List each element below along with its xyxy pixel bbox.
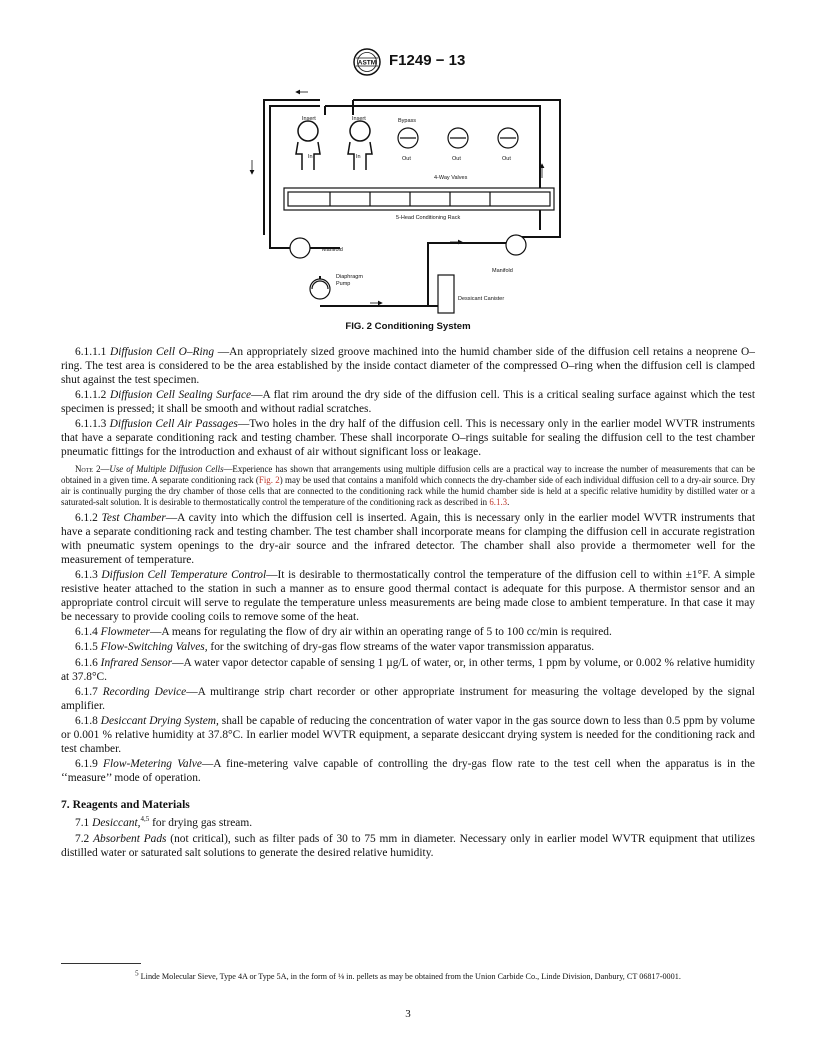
label-bypass: Bypass [398, 118, 417, 124]
paragraph-6-1-8: 6.1.8 Desiccant Drying System, shall be capable of reducing the concentration of water vapor in the gas source down to less than 0.5 ppm by volume or 0.001 % relative humidity at 37.8°C. In earlier model WVTR equipment, a separate desiccant drying system is needed for the conditioning rack and test chamber. [61, 715, 755, 755]
astm-logo-icon [352, 47, 382, 77]
label-in-2: In [356, 154, 361, 160]
paragraph-6-1-3: 6.1.3 Diffusion Cell Temperature Control—It is desirable to thermostatically control the temperature of the diffusion cell to within ±1°F. A simple resistive heater attached to the station in such a manner as to ensure good thermal contact is adequate for this purpose. A thermistor sensor and an appropriate control circuit will serve to regulate the temperature unless measurements are being made close to ambient temperature. In that case it may be necessary to provide cooling coils to remove some of the heat. [61, 569, 755, 623]
label-pump: Pump [336, 281, 351, 287]
paragraph-6-1-5: 6.1.5 Flow-Switching Valves, for the switching of dry-gas flow streams of the water vapor transmission apparatus. [75, 641, 595, 654]
paragraph-7-2: 7.2 Absorbent Pads (not critical), such as filter pads of 30 to 75 mm in diameter. Necessary only in earlier model WVTR equipment that utilizes distilled water or saturated salt solutions to generate the desired relative humidity. [61, 832, 755, 859]
figure-2-link[interactable]: Fig. 2 [258, 474, 280, 485]
note-2: Note 2—Use of Multiple Diffusion Cells—Experience has shown that arrangements using multiple diffusion cells are a practical way to increase the number of measurements that can be obtained in a given time. A separate conditioning rack (Fig. 2) may be used that contains a manifold which connects the dry-chamber side of each individual diffusion cell to a dry-air source. Dry air is continually purging the dry chamber of those cells that are connected to the conditioning rack while the humid chamber side is held at a specific relative humidity by distilled water or a saturated-salt solution. It is desirable to thermostatically control the temperature of the conditioning rack as described in 6.1.3. [61, 463, 756, 508]
label-out-2: Out [452, 156, 461, 162]
label-conditioning-rack: 5-Head Conditioning Rack [396, 215, 461, 221]
label-diaphragm: Diaphragm [336, 274, 363, 280]
paragraph-6-1-7: 6.1.7 Recording Device—A multirange strip chart recorder or other appropriate instrument for measuring the voltage developed by the signal amplifier. [61, 685, 755, 712]
paragraph-6-1-9: 6.1.9 Flow-Metering Valve—A fine-metering valve capable of controlling the dry-gas flow rate to the test cell when the apparatus is in the ‘‘measure’’ mode of operation. [61, 758, 755, 784]
footnote-5: $^5$ Linde Molecular Sieve, Type 4A or Type 5A, in the form of ⅛ in. pellets as may be obtained from the Union Carbide Co., Linde Division, Danbury, CT 06817-0001. [135, 969, 681, 981]
desiccant-canister [438, 275, 454, 313]
paragraph-6-1-4: 6.1.4 Flowmeter—A means for regulating the flow of dry air within an operating range of 5 to 100 cc/min is required. [75, 625, 612, 638]
label-manifold-left: Manifold [322, 247, 343, 253]
page-number: 3 [405, 1008, 411, 1020]
page-header [0, 47, 816, 77]
document-body [61, 346, 755, 862]
label-desiccant-canister: Dessicant Canister [458, 296, 505, 302]
label-in-1: In [308, 154, 313, 160]
label-out-3: Out [502, 156, 511, 162]
label-4-way-valves: 4-Way Valves [434, 175, 468, 181]
label-insert-1: Insert [302, 116, 316, 122]
footnote-divider [61, 963, 141, 964]
paragraph-6-1-6: 6.1.6 Infrared Sensor—A water vapor detector capable of sensing 1 µg/L of water, or, in other terms, 1 ppm by volume, or 0.002 % relative humidity at 37.8°C. [61, 656, 755, 683]
five-head-conditioning-rack [284, 188, 554, 210]
four-way-valves [398, 128, 518, 148]
paragraph-6-1-1-3: 6.1.1.3 Diffusion Cell Air Passages—Two holes in the dry half of the diffusion cell. This is necessary only in the earlier model WVTR instruments that have a separate conditioning rack and testing chamber. These shall incorporate O–rings suitable for sealing the diffusion cell to the test chamber pneumatic fittings for the introduction and exhaust of air without significant loss or leakage. [61, 418, 755, 458]
paragraph-6-1-1-2: 6.1.1.2 Diffusion Cell Sealing Surface—A flat rim around the dry side of the diffusion cell. This is a critical sealing surface against which the test specimen is pressed; it shall be smooth and without radial scratches. [61, 388, 755, 415]
label-out-1: Out [402, 156, 411, 162]
paragraph-6-1-2: 6.1.2 Test Chamber—A cavity into which the diffusion cell is inserted. Again, this is necessary only in the earlier model WVTR instruments that have a separate conditioning rack and testing chamber. The test chamber shall incorporate means for clamping the diffusion cell in accurate registration with pneumatic system openings to the dry-air source and the infrared detector. The chamber shall also provide a thermometer well for the measurement of temperature. [61, 512, 755, 566]
diffusion-cell-heads [296, 121, 372, 170]
section-heading-7: 7. Reagents and Materials [61, 797, 190, 811]
section-6-1-3-link[interactable]: 6.1.3 [489, 497, 508, 508]
figure-conditioning-system [240, 80, 580, 330]
diaphragm-pump [310, 279, 330, 299]
standard-designation: F1249 − 13 [389, 52, 466, 69]
label-insert-2: Insert [352, 116, 366, 122]
paragraph-6-1-1-1: 6.1.1.1 Diffusion Cell O–Ring —An appropriately sized groove machined into the humid chamber side of the diffusion cell retains a neoprene O–ring. The test area is considered to be the area established by the inside contact diameter of the compressed O–ring when the diffusion cell is clamped shut against the test specimen. [61, 346, 755, 386]
svg-text:ASTM: ASTM [357, 59, 377, 67]
figure-caption: FIG. 2 Conditioning System [345, 321, 471, 332]
label-manifold-right: Manifold [492, 268, 513, 274]
paragraph-7-1: 7.1 Desiccant,$^{4,5}$ for drying gas stream. [75, 815, 253, 830]
